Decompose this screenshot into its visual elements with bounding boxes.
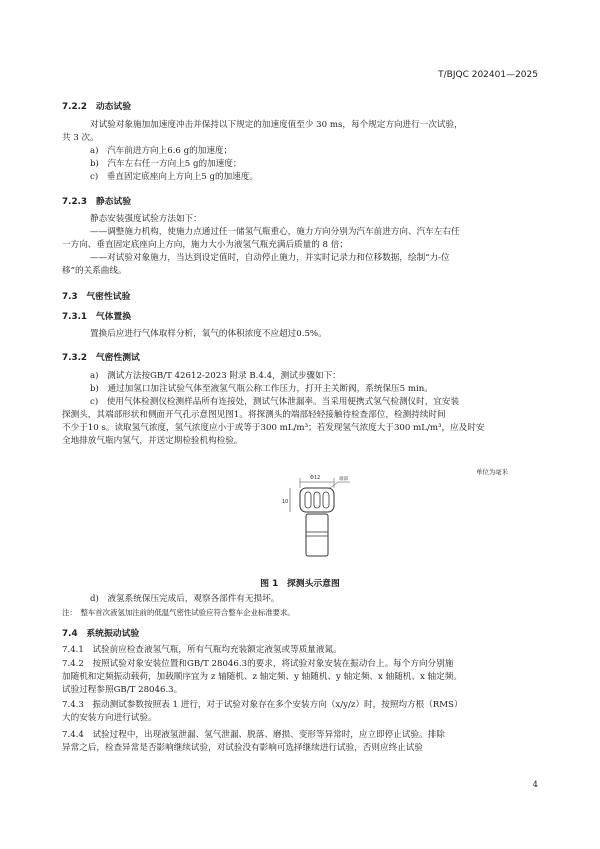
probe-diagram	[270, 470, 360, 570]
section-heading-7-2-2: 7.2.2 动态试验	[62, 102, 132, 112]
figure-caption: 图 1 探测头示意图	[260, 579, 340, 589]
list-item: b) 汽车左右任一方向上5 g的加速度；	[90, 159, 242, 169]
paragraph-line: ——调整施力机构，使施力点通过任一储氢气瓶重心，施力方向分别为汽车前进方向、汽车左右任	[90, 227, 460, 237]
page-number: 4	[532, 780, 538, 790]
list-item: a) 汽车前进方向上6.6 g的加速度；	[90, 146, 233, 156]
list-item: c) 垂直固定底座向上方向上5 g的加速度。	[90, 172, 258, 182]
section-heading-7-2-3: 7.2.3 静态试验	[62, 197, 132, 207]
section-heading-7-4: 7.4 系统振动试验	[62, 629, 140, 639]
paragraph-line: 大的安装方向进行试验。	[62, 713, 157, 723]
paragraph-line: 7.4.4 试验过程中，出现液氢泄漏、氢气泄漏、脱落、磨损、变形等异常时，应立即停止试验。排除	[62, 730, 445, 740]
section-heading-7-3-2: 7.3.2 气密性测试	[62, 353, 140, 363]
section-heading-7-3-1: 7.3.1 气体置换	[62, 312, 132, 322]
paragraph-line: 对试验对象施加加速度冲击并保持以下规定的加速度值至少 30 ms，每个规定方向进行一次试验，	[90, 120, 463, 130]
paragraph-line: 探测头，其端部形状和侧面开气孔示意图见图1。将探测头的端部轻轻接触待检查部位，检测持续时间	[62, 410, 446, 420]
list-item: a) 测试方法按GB/T 42612-2023 附录 B.4.4，测试步骤如下：	[90, 371, 341, 381]
doc-code: T/BJQC 202401—2025	[438, 70, 538, 80]
paragraph-line: 共 3 次。	[62, 133, 99, 143]
dim-top-label: Φ12	[310, 475, 321, 481]
paragraph-line: 移”的关系曲线。	[62, 266, 127, 276]
note: 注： 整车首次液氢加注前的低温气密性试验应符合整车企业标准要求。	[62, 608, 295, 617]
paragraph-line: 7.4.2 按照试验对象安装位置和GB/T 28046.3的要求，将试验对象安装在振动台上。每个方向分别施	[62, 659, 454, 669]
section-heading-7-3: 7.3 气密性试验	[62, 292, 131, 302]
paragraph-line: 静态安装强度试验方法如下：	[90, 214, 202, 224]
list-item: d) 液氢系统保压完成后，观察各部件有无损坏。	[90, 594, 280, 604]
paragraph-line: 置换后应进行气体取样分析，氧气的体积浓度不应超过0.5%。	[90, 329, 327, 339]
list-item: c) 使用气体检测仪检测样品所有连接处，测试气体泄漏率。当采用便携式氢气检测仪时，宜安装	[90, 397, 460, 407]
paragraph-line: 7.4.3 振动测试参数按照表 1 进行，对于试验对象存在多个安装方向（x/y/z）时，按照均方根（RMS）	[62, 700, 463, 710]
paragraph-line: 异常之后，检查异常是否影响继续试验，对试验没有影响可选择继续进行试验，否则应终止试验	[62, 743, 423, 753]
paragraph-line: 7.4.1 试验前应检查液氢气瓶，所有气瓶均充装额定液氢或等质量液氮。	[62, 645, 342, 655]
paragraph-line: 全地排放气瓶内氢气，并送定期检验机构检验。	[62, 436, 243, 446]
paragraph-line: 不少于10 s。读取氢气浓度，氢气浓度应小于或等于300 mL/m³；若发现氢气浓度大于300 mL/m³，应及时安	[62, 423, 485, 433]
dim-side-label: 10	[282, 499, 289, 505]
paragraph-line: 一方向、垂直固定底座向上方向，施力大小为液氢气瓶充满后质量的 8 倍；	[62, 240, 348, 250]
unit-note: 单位为毫米	[476, 468, 508, 476]
list-item: b) 通过加氢口加注试验气体至液氢气瓶公称工作压力，打开主关断阀，系统保压5 min。	[90, 384, 433, 394]
end-label: 端部	[339, 477, 348, 482]
paragraph-line: ——对试验对象施力，当达到设定值时，自动停止施力，并实时记录力和位移数据，绘制“力-位	[90, 253, 450, 263]
paragraph-line: 加随机和定频振动载荷，加载顺序宜为 z 轴随机、z 轴定频、y 轴随机、y 轴定频、x 轴随机、x 轴定频。	[62, 672, 462, 682]
paragraph-line: 试验过程参照GB/T 28046.3。	[62, 685, 183, 695]
